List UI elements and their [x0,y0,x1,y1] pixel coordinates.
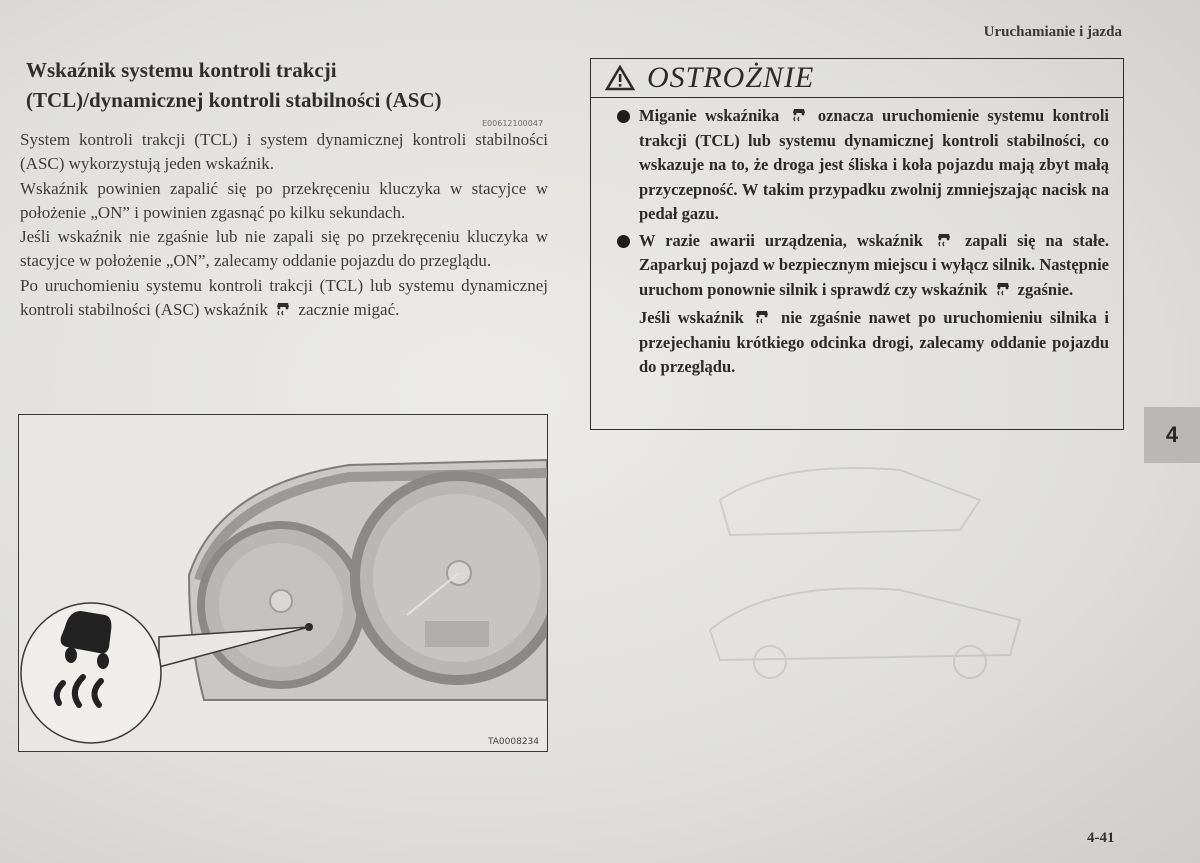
warning-triangle-icon [605,65,635,91]
page-number: 4-41 [1087,830,1115,846]
caution-paragraph [615,306,1109,380]
caution-item-2-start: W razie awarii urządzenia, wskaźnik [639,230,923,250]
body-paragraph-4-start: Po uruchomieniu systemu kontroli trakcji (TCL) lub systemu dynamicznej kontroli stabilności (ASC) wskaźnik [20,275,548,320]
bullet-icon [617,235,630,248]
body-paragraph-3: Jeśli wskaźnik nie zgaśnie lub nie zapali się po przekręceniu kluczyka w stacyjce w położenie „ON”, zalecamy oddanie pojazdu do przeglądu. [20,227,548,271]
bullet-icon [617,110,630,123]
section-title-line1: Wskaźnik systemu kontroli trakcji [26,58,337,82]
caution-item-1-end: oznacza uruchomienie systemu kontroli trakcji (TCL) lub systemu dynamicznej kontroli stabilności, co wskazuje na to, że droga jest śliska i koła pojazdu mają zbyt małą przyczepność. W takim przypadku zwolnij zmniejszając nacisk na pedał gazu. [639,106,1110,223]
instrument-cluster-illustration [19,415,547,751]
caution-paragraph-end: nie zgaśnie nawet po uruchomieniu silnika i przejechaniu krótkiego odcinka drogi, zalecamy oddanie pojazdu do przeglądu. [639,308,1110,376]
instrument-cluster-figure [18,414,548,752]
reference-code: E00612100047 [482,119,544,128]
caution-title: OSTROŻNIE [647,61,815,94]
section-title [26,55,526,115]
caution-box [590,58,1124,430]
skid-indicator-icon [274,300,292,317]
skid-indicator-icon [935,231,953,248]
chapter-tab: 4 [1144,407,1200,463]
caution-item-1 [615,104,1109,227]
caution-item-1-start: Miganie wskaźnika [639,106,780,125]
figure-code: TA0008234 [487,737,539,747]
body-paragraph-4-end: zacznie migać. [298,300,400,320]
body-paragraph-4 [20,274,548,323]
caution-header [591,59,1123,98]
running-header: Uruchamianie i jazda [983,24,1122,40]
caution-item-2 [615,229,1109,303]
caution-body [591,98,1123,380]
body-text [20,128,548,322]
body-paragraph-2: Wskaźnik powinien zapalić się po przekręceniu kluczyka w stacyjce w położenie „ON” i powinien zgasnąć po kilku sekundach. [20,178,548,222]
body-paragraph-1: System kontroli trakcji (TCL) i system dynamicznej kontroli stabilności (ASC) wykorzystują jeden wskaźnik. [20,130,548,174]
skid-indicator-icon [753,308,771,325]
caution-paragraph-start: Jeśli wskaźnik [639,308,744,327]
section-title-line2: (TCL)/dynamicznej kontroli stabilności (ASC) [26,88,442,112]
skid-indicator-icon [790,106,808,123]
show-through-illustration [600,440,1120,720]
skid-indicator-icon [994,280,1012,297]
caution-item-2-end: zgaśnie. [1017,279,1074,299]
caution-item-2-middle: zapali się na stałe. Zaparkuj pojazd w bezpiecznym miejscu i wyłącz silnik. Następnie uruchom ponownie silnik i sprawdź czy wskaźnik [639,230,1110,299]
